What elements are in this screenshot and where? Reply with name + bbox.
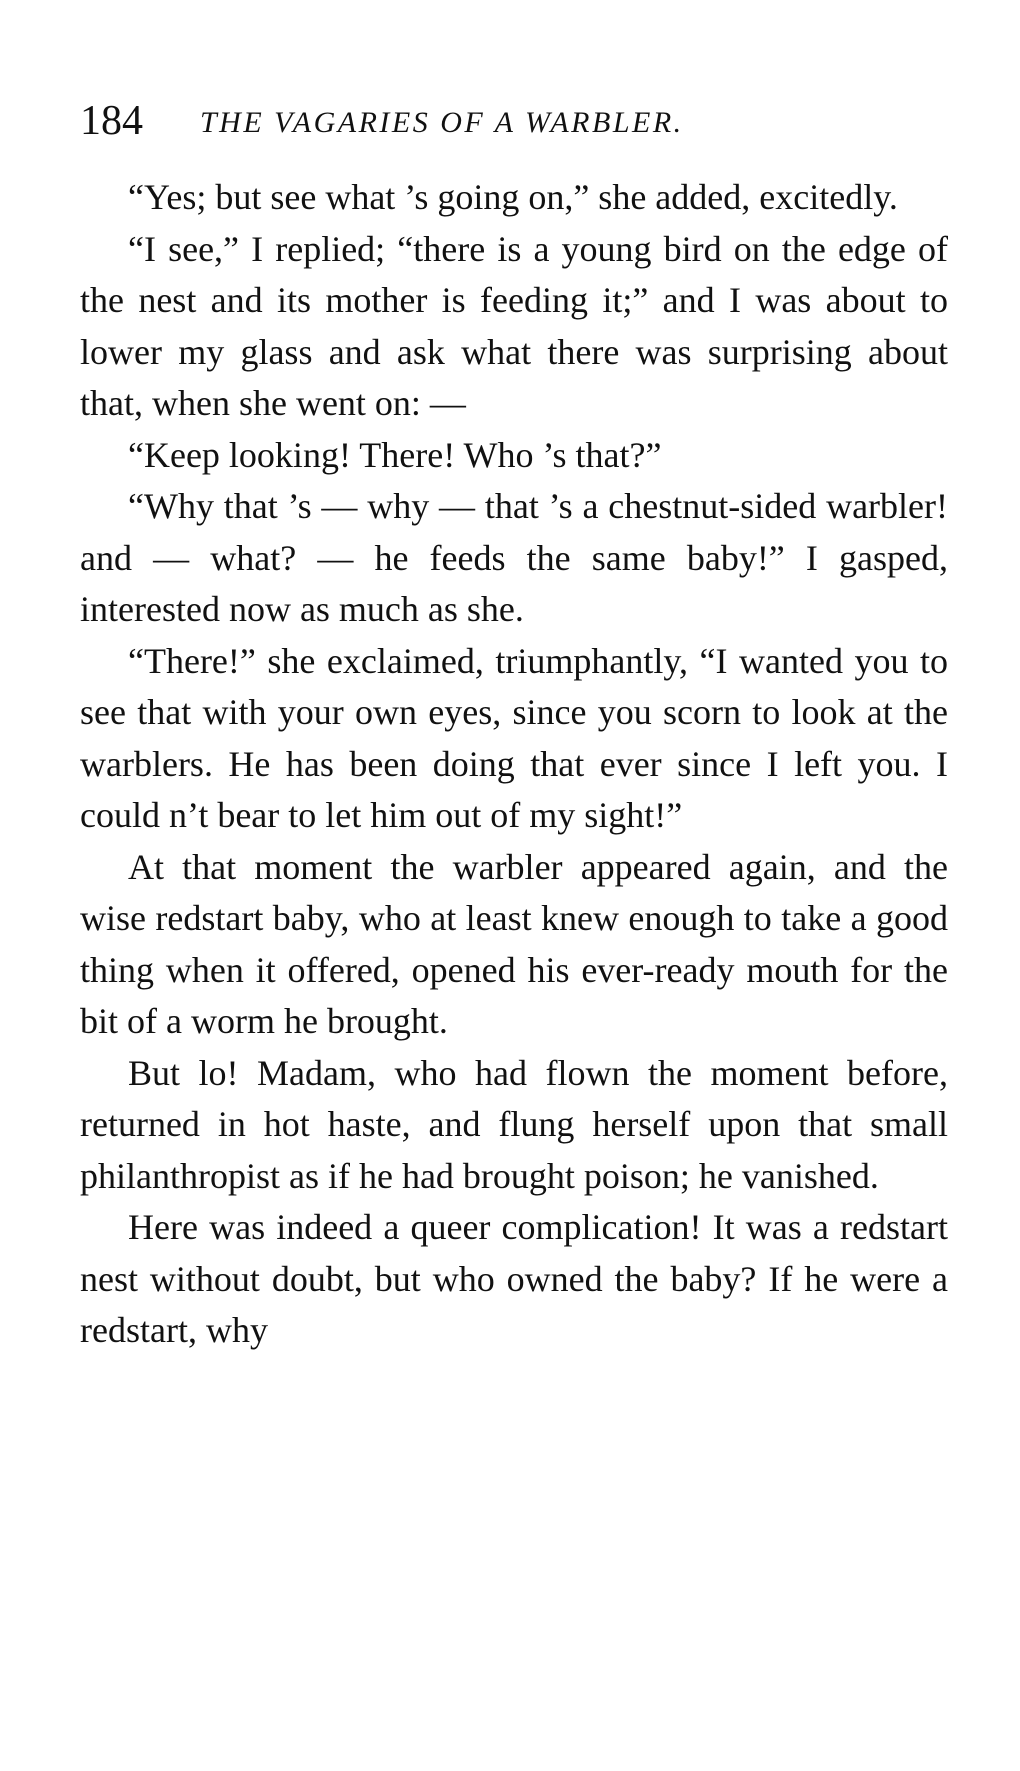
paragraph: “Keep looking! There! Who ’s that?” <box>128 434 662 475</box>
running-head <box>80 96 950 146</box>
paragraph: “Why that ’s — why — that ’s a chestnut-sided warbler! and — what? — he feeds the same baby!” I gasped, interested now as much as she. <box>80 486 948 629</box>
paragraph: Here was indeed a queer complication! It was a redstart nest without doubt, but who owned the baby? If he were a redstart, why <box>80 1207 948 1350</box>
body-text <box>80 172 948 1357</box>
paragraph: “There!” she exclaimed, triumphantly, “I wanted you to see that with your own eyes, since you scorn to look at the warblers. He has been doing that ever since I left you. I could n’t bear to let him out of my sight!” <box>80 640 948 835</box>
page-number: 184 <box>80 98 143 144</box>
paragraph: “Yes; but see what ’s going on,” she added, excitedly. <box>128 177 898 217</box>
paragraph: But lo! Madam, who had flown the moment before, returned in hot haste, and flung herself upon that small philanthropist as if he had brought poison; he vanished. <box>80 1052 948 1196</box>
running-title: THE VAGARIES OF A WARBLER. <box>200 106 684 139</box>
paragraph: “I see,” I replied; “there is a young bird on the edge of the nest and its mother is feeding it;” and I was about to lower my glass and ask what there was surprising about that, when she went on: — <box>80 228 948 423</box>
paragraph: At that moment the warbler appeared again, and the wise redstart baby, who at least knew enough to take a good thing when it offered, opened his ever-ready mouth for the bit of a worm he brought. <box>80 846 948 1041</box>
